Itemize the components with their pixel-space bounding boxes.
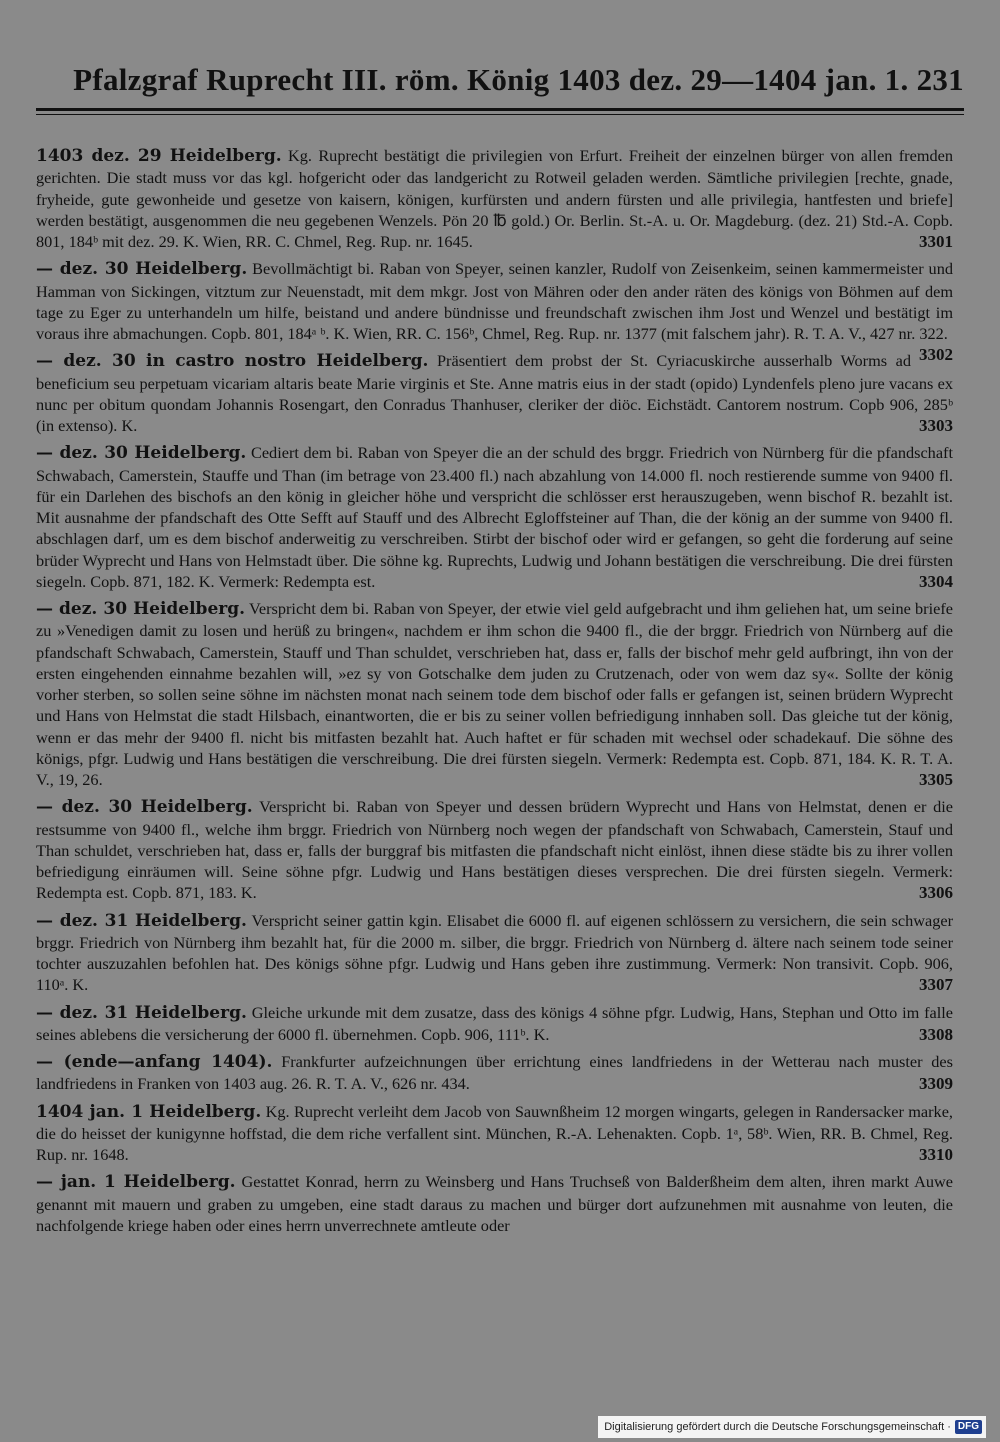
entry-number: 3305: [919, 770, 953, 789]
entry-text: Verspricht dem bi. Raban von Speyer, der etwie viel geld aufgebracht und ihm geliehen hat, um seine briefe zu »Venedigen damit zu losen und herüß zu bringen«, nachdem er ihm schon die 9400 fl., die der brggr. Friedrich von Nürnberg auf die pfandschaft Schwabach, Camerstein, Stauff und Than schuldet, verschrieben hat, dass er, falls der bischof mehr geld aufbringt, ihn von der ersten eingehenden einnahme bezahlen will, »ez sy von Gotschalke dem juden zu Crutzenach, oder von wem daz sy«. Sollte der könig vorher sterben, so sollen seine söhne im nächsten monat nach seinem tode dem bischof oder falls er gefangen ist, seinen brüdern Wyprecht und Hans von Helmstat die stadt Hilsbach, einantworten, die er bis zu seiner vollen befriedigung innhaben soll. Das gleiche tut der könig, wenn er das mehr der 9400 fl. nicht bis mitfasten bezahlt hat. Auch haftet er für schaden mit wechsel oder schadekauf. Die söhne des königs, pfgr. Ludwig und Hans bestätigen die verschreibung. Die drei fürsten siegeln. Vermerk: Redempta est. Copb. 871, 184. K. R. T. A. V., 19, 26.: [36, 599, 953, 789]
entry-number: 3306: [919, 883, 953, 903]
entry-text: Gestattet Konrad, herrn zu Weinsberg und Hans Truchseß von Balderßheim dem alten, ihren markt Auwe genannt mit mauern und graben zu umgeben, eine stadt daraus zu machen und bürger dort aufzunehmen mit ausnahme von leuten, die nachfolgende kriege haben oder eines herrn unverrechnete amtleute oder: [36, 1172, 953, 1235]
entry-number: 3304: [919, 571, 953, 591]
entry-text: Kg. Ruprecht verleiht dem Jacob von Sauwnßheim 12 morgen wingarts, gelegen in Randersacker marke, die do heisset der kunigynne hoffstad, die dem riche verfallent sint. München, R.-A. Lehenakten. Copb. 1ᵃ, 58ᵇ. Wien, RR. B. Chmel, Reg. Rup. nr. 1648.: [36, 1101, 953, 1164]
page-header: [36, 62, 964, 102]
entry-3308: [36, 1002, 953, 1046]
entry-3303: [36, 350, 953, 436]
header-rule-thick: [36, 108, 964, 111]
page-title: Pfalzgraf Ruprecht III. röm. König 1403 dez. 29—1404 jan. 1. 231: [73, 62, 964, 97]
header-rule-thin: [36, 114, 964, 115]
entry-3307: [36, 910, 953, 996]
entry-date: 1403 dez. 29 Heidelberg.: [36, 146, 282, 166]
entry-text: Cediert dem bi. Raban von Speyer die an der schuld des brggr. Friedrich von Nürnberg für die pfandschaft Schwabach, Camerstein, Stauffe und Than (im betrage von 23.400 fl.) nach abzahlung von 14.000 fl. noch restierende summe von 9400 fl. für ein Darlehen des bischofs an den könig in gleicher höhe und verspricht die schlösser erst herauszugeben, wenn bischof R. bezahlt ist. Mit ausnahme der pfandschaft des Otte Sefft auf Stauff und des Albrecht Egloffsteiner auf Than, die der könig an der summe von 9400 fl. abschlagen darf, um es dem bischof anderweitig zu verschreiben. Stirbt der bischof oder wird er gefangen, so geht die forderung auf seine brüder Wyprecht und Hans von Helmstadt über. Die söhne kg. Ruprechts, Ludwig und Johann bestätigen die verschreibung. Die drei fürsten siegeln. Copb. 871, 182. K. Vermerk: Redempta est.: [36, 443, 953, 591]
entry-3305: [36, 598, 953, 790]
entry-number: 3302: [919, 345, 953, 365]
entry-date: — (ende—anfang 1404).: [36, 1052, 273, 1072]
entry-number: 3307: [919, 975, 953, 995]
entry-number: 3309: [919, 1074, 953, 1094]
dfg-logo: DFG: [955, 1420, 982, 1434]
entry-text: Verspricht seiner gattin kgin. Elisabet die 6000 fl. auf eigenen schlössern zu versichern, die sein schwager brggr. Friedrich von Nürnberg ihm bezahlt hat, für die 2000 m. silber, die brggr. Friedrich von Nürnberg d. ältere nach seinem tode seiner tochter auszuzahlen befohlen hat. Des königs söhne pfgr. Ludwig und Hans geben ihre zustimmung. Vermerk: Non transivit. Copb. 906, 110ᵃ. K.: [36, 910, 953, 995]
entry-text: Gleiche urkunde mit dem zusatze, dass des königs 4 söhne pfgr. Ludwig, Hans, Stephan und Otto im falle seines ablebens die versicherung der 6000 fl. übernehmen. Copb. 906, 111ᵇ. K.: [36, 1002, 954, 1044]
funding-footer: [598, 1416, 986, 1438]
entry-3309: [36, 1051, 953, 1095]
entry-text: Präsentiert dem probst der St. Cyriacuskirche ausserhalb Worms ad beneficium seu perpetuam vicariam altaris beate Marie virginis et Ste. Anne matris eius in der stadt (opido) Lyndenfels pleno jure vacans ex nunc per obitum quondam Johannis Rosengart, den Conradus Thanhuser, cleriker der diöc. Eichstädt. Cantorem nostrum. Copb 906, 285ᵇ (in extenso). K.: [36, 351, 953, 435]
entry-date: — dez. 30 Heidelberg.: [36, 443, 247, 464]
entry-text: Verspricht bi. Raban von Speyer und dessen brüdern Wyprecht und Hans von Helmstat, denen er die restsumme von 9400 fl., welche ihm brggr. Friedrich von Nürnberg noch wegen der pfandschaft von Schwabach, Camerstein, Stauf und Than schuldet, verschrieben hat, dass er, falls der burggraf bis mitfasten die pfandschaft nicht einlöst, ihnen diese städte bis zu ihrer vollen befriedigung einräumen will. Seine söhne pfgr. Ludwig und Hans bestätigen dieses versprechen. Die drei fürsten siegeln. Vermerk: Redempta est. Copb. 871, 183. K.: [36, 797, 953, 903]
entry-text: Bevollmächtigt bi. Raban von Speyer, seinen kanzler, Rudolf von Zeisenkeim, seinen kammermeister und Hamman von Sickingen, vitztum zur Neuenstadt, mit dem mkgr. Jost von Mähren oder den ander räten des königs von Böhmen auf dem tage zu Eger zu unterhandeln um hilfe, beistand und andere bündnisse und freundschaft zwischen ihm Jost und Wenzel und bestätigt im voraus ihre abmachungen. Copb. 801, 184ᵃ ᵇ. K. Wien, RR. C. 156ᵇ, Chmel, Reg. Rup. nr. 1377 (mit falschem jahr). R. T. A. V., 427 nr. 322.: [36, 259, 953, 343]
entry-number: 3308: [919, 1024, 953, 1044]
entry-continued: [36, 1171, 953, 1236]
entry-date: — dez. 31 Heidelberg.: [36, 1002, 247, 1023]
entry-3306: [36, 796, 953, 903]
entry-text: Kg. Ruprecht bestätigt die privilegien von Erfurt. Freiheit der einzelnen bürger von allen fremden gerichten. Die stadt muss vor das kgl. hofgericht oder das landgericht zu Rotweil geladen werden. Sämtliche privilegien [rechte, gnade, fryheide, gute gewonheide und gesetze von kaisern, königen, kurfürsten und andern fürsten und alle privilegia, hantfesten und briefe] werden bestätigt, ausgenommen die neu gegebenen Wenzels. Pön 20 ℔ gold.) Or. Berlin. St.-A. u. Or. Magdeburg. (dez. 21) Std.-A. Copb. 801, 184ᵇ mit dez. 29. K. Wien, RR. C. Chmel, Reg. Rup. nr. 1645.: [36, 146, 954, 251]
entry-3301: [36, 145, 953, 252]
regesta-text: [36, 145, 953, 1242]
entry-3310: [36, 1101, 953, 1166]
footer-text: Digitalisierung gefördert durch die Deutsche Forschungsgemeinschaft ·: [604, 1421, 951, 1433]
entry-date: — dez. 30 in castro nostro Heidelberg.: [36, 351, 429, 372]
entry-3304: [36, 442, 953, 592]
entry-date: — dez. 30 Heidelberg.: [36, 259, 248, 280]
entry-date: — jan. 1 Heidelberg.: [36, 1172, 236, 1193]
entry-number: 3301: [919, 232, 953, 251]
entry-date: 1404 jan. 1 Heidelberg.: [36, 1101, 262, 1122]
entry-date: — dez. 30 Heidelberg.: [36, 599, 246, 619]
entry-date: — dez. 30 Heidelberg.: [36, 797, 253, 818]
entry-date: — dez. 31 Heidelberg.: [36, 910, 247, 931]
entry-text: Frankfurter aufzeichnungen über errichtung eines landfriedens in der Wetterau nach muster des landfriedens in Franken von 1403 aug. 26. R. T. A. V., 626 nr. 434.: [36, 1052, 953, 1094]
entry-number: 3303: [919, 416, 953, 435]
entry-number: 3310: [919, 1145, 953, 1164]
